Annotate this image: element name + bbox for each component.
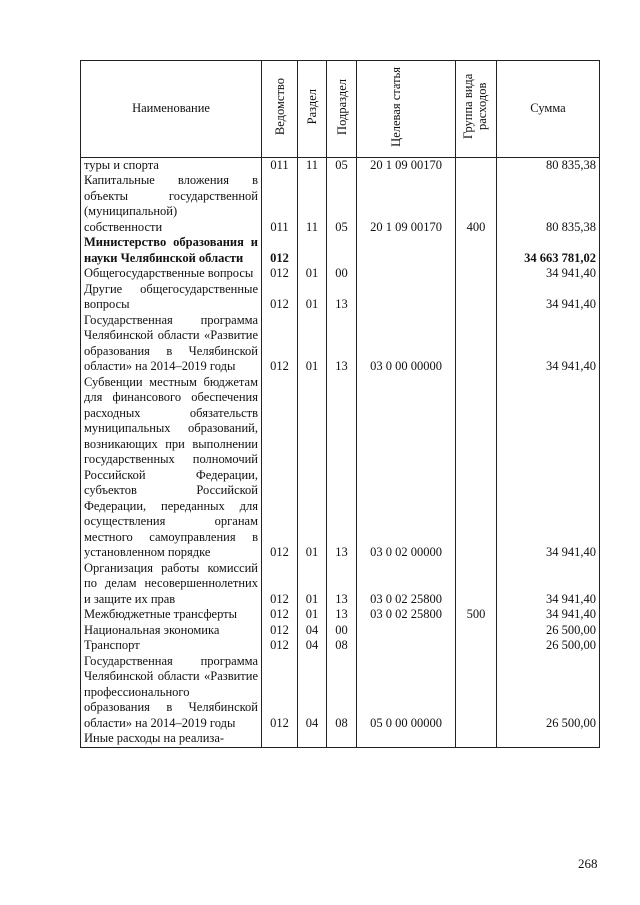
cell-sum [497,731,600,747]
cell-target-article: 03 0 02 25800 [357,607,456,623]
cell-department: 012 [262,607,298,623]
cell-name: Капитальные вложения в объекты государственной (муниципальной) собственности [81,173,262,235]
cell-target-article [357,731,456,747]
cell-sum: 34 941,40 [497,313,600,375]
cell-name: Межбюджетные трансферты [81,607,262,623]
cell-name: Государственная программа Челябинской области «Развитие профессионального образования в Челябинской области» на 2014–2019 годы [81,654,262,732]
cell-department: 012 [262,375,298,561]
cell-expense-group: 400 [456,173,497,235]
cell-name: Другие общегосударственные вопросы [81,282,262,313]
cell-target-article [357,266,456,282]
cell-name: Министерство образования и науки Челябинской области [81,235,262,266]
cell-target-article [357,638,456,654]
header-subsection: Подраздел [327,61,357,158]
cell-sum: 34 941,40 [497,607,600,623]
cell-expense-group [456,623,497,639]
cell-name: Национальная экономика [81,623,262,639]
cell-sum: 34 941,40 [497,375,600,561]
cell-name: туры и спорта [81,157,262,173]
cell-department: 012 [262,638,298,654]
cell-section [298,235,327,266]
cell-subsection: 13 [327,375,357,561]
cell-sum: 34 941,40 [497,282,600,313]
cell-target-article: 03 0 02 25800 [357,561,456,608]
cell-department: 012 [262,654,298,732]
cell-department: 012 [262,266,298,282]
cell-subsection [327,235,357,266]
page-number: 268 [578,856,598,871]
cell-sum: 26 500,00 [497,654,600,732]
cell-target-article: 20 1 09 00170 [357,157,456,173]
cell-department: 011 [262,157,298,173]
cell-name: Общегосударственные вопросы [81,266,262,282]
cell-section [298,731,327,747]
cell-expense-group [456,282,497,313]
cell-subsection: 13 [327,282,357,313]
cell-expense-group [456,654,497,732]
cell-expense-group: 500 [456,607,497,623]
cell-target-article: 03 0 00 00000 [357,313,456,375]
table-row [81,623,600,639]
cell-expense-group [456,561,497,608]
cell-expense-group [456,375,497,561]
table-row [81,607,600,623]
table-row [81,173,600,235]
cell-subsection: 13 [327,561,357,608]
cell-name: Иные расходы на реализа- [81,731,262,747]
cell-subsection: 13 [327,313,357,375]
cell-section: 04 [298,654,327,732]
cell-name: Субвенции местным бюджетам для финансового обеспечения расходных обязательств муниципальных образований, возникающих при выполнении государственных полномочий Российской Федерации, субъектов Российской Федерации, переданных для осуществления органам местного самоуправления в установленном порядке [81,375,262,561]
cell-section: 01 [298,266,327,282]
cell-name: Государственная программа Челябинской области «Развитие образования в Челябинской области» на 2014–2019 годы [81,313,262,375]
cell-department: 012 [262,313,298,375]
cell-sum: 80 835,38 [497,157,600,173]
table-row [81,654,600,732]
table-row [81,561,600,608]
cell-target-article [357,282,456,313]
cell-section: 01 [298,375,327,561]
cell-section: 01 [298,561,327,608]
cell-subsection [327,731,357,747]
cell-department: 012 [262,282,298,313]
header-section: Раздел [298,61,327,158]
cell-expense-group [456,235,497,266]
cell-section: 11 [298,173,327,235]
table-header [81,61,600,158]
cell-expense-group [456,731,497,747]
cell-subsection: 00 [327,623,357,639]
table-row [81,157,600,173]
header-expense-group: Группа вида расходов [456,61,497,158]
cell-subsection: 05 [327,157,357,173]
table-row [81,375,600,561]
table-body [81,157,600,747]
table-row [81,638,600,654]
cell-expense-group [456,157,497,173]
cell-name: Организация работы комиссий по делам несовершеннолетних и защите их прав [81,561,262,608]
cell-subsection: 08 [327,638,357,654]
cell-section: 01 [298,313,327,375]
cell-department: 012 [262,235,298,266]
header-name: Наименование [81,61,262,158]
table-row [81,266,600,282]
cell-sum: 26 500,00 [497,623,600,639]
cell-section: 01 [298,607,327,623]
header-sum: Сумма [497,61,600,158]
table-row [81,313,600,375]
table-row [81,235,600,266]
cell-section: 04 [298,623,327,639]
cell-expense-group [456,313,497,375]
header-department: Ведомство [262,61,298,158]
table-row [81,731,600,747]
cell-subsection: 05 [327,173,357,235]
cell-department: 012 [262,623,298,639]
cell-target-article [357,235,456,266]
table-row [81,282,600,313]
cell-department [262,731,298,747]
cell-expense-group [456,638,497,654]
cell-department: 012 [262,561,298,608]
cell-sum: 26 500,00 [497,638,600,654]
cell-sum: 34 941,40 [497,266,600,282]
cell-sum: 34 941,40 [497,561,600,608]
cell-expense-group [456,266,497,282]
cell-section: 01 [298,282,327,313]
cell-name: Транспорт [81,638,262,654]
cell-target-article [357,623,456,639]
budget-table [80,60,600,748]
cell-subsection: 08 [327,654,357,732]
cell-target-article: 20 1 09 00170 [357,173,456,235]
cell-target-article: 03 0 02 00000 [357,375,456,561]
cell-sum: 80 835,38 [497,173,600,235]
cell-department: 011 [262,173,298,235]
cell-sum: 34 663 781,02 [497,235,600,266]
cell-subsection: 00 [327,266,357,282]
cell-target-article: 05 0 00 00000 [357,654,456,732]
header-target-article: Целевая статья [357,61,456,158]
cell-section: 04 [298,638,327,654]
cell-subsection: 13 [327,607,357,623]
cell-section: 11 [298,157,327,173]
